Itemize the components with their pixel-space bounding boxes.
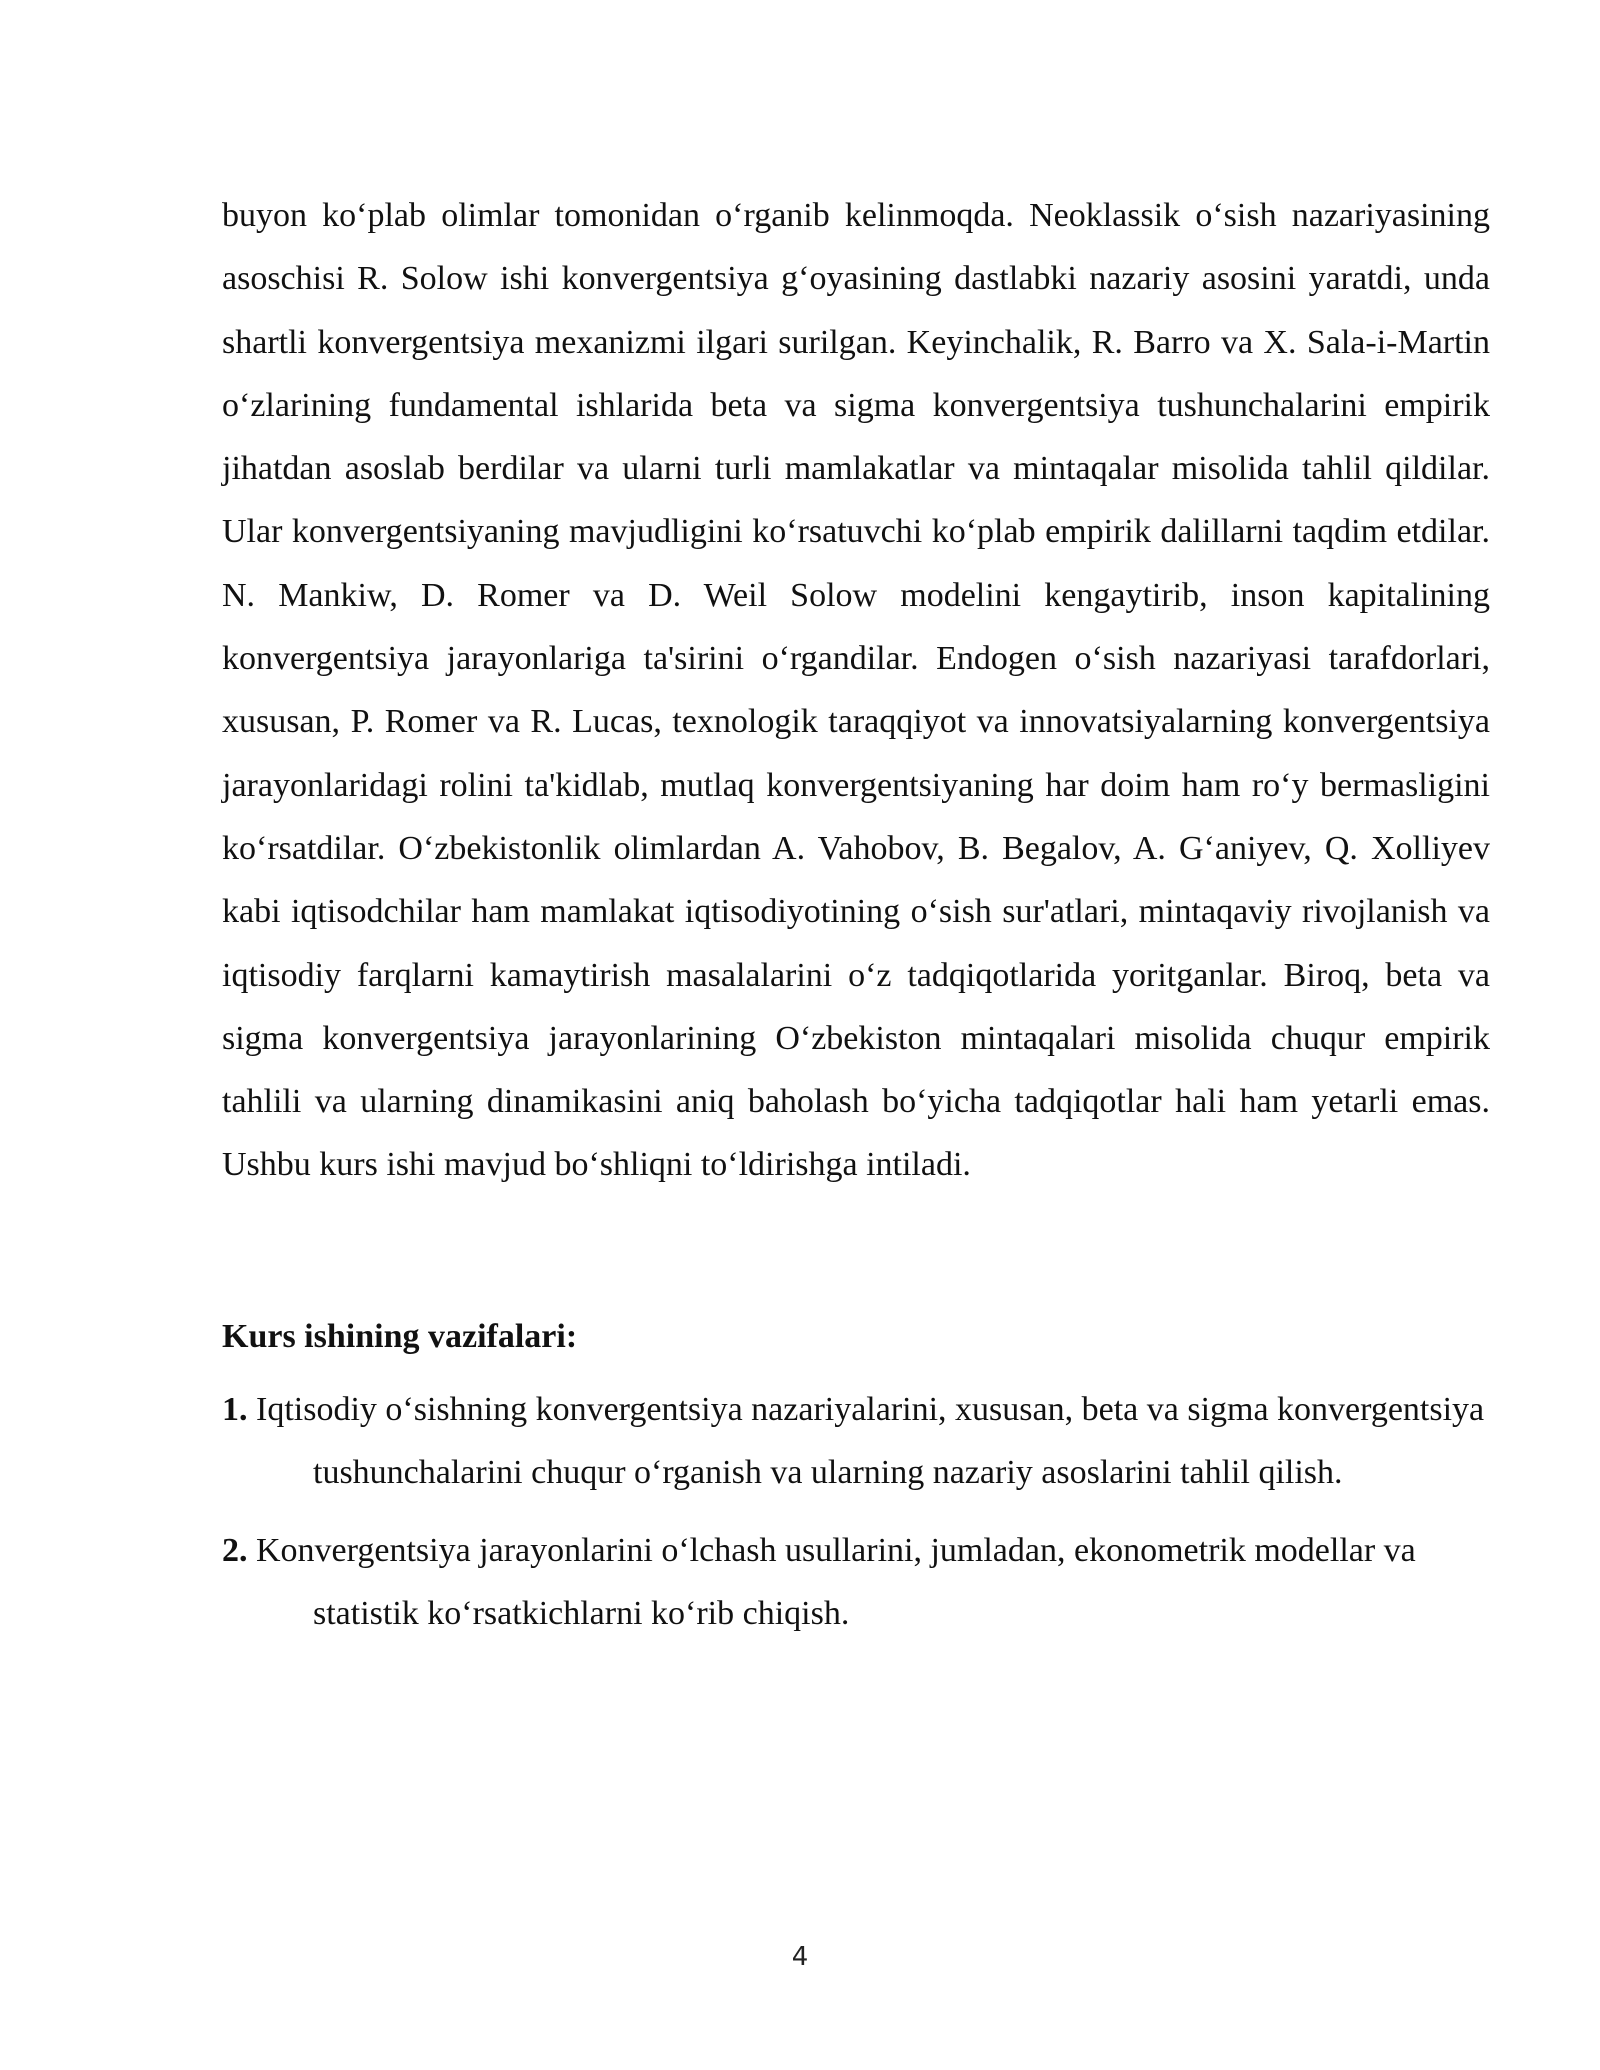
document-page	[222, 184, 1490, 1660]
list-item-text: Iqtisodiy o‘sishning konvergentsiya nazariyalarini, xususan, beta va sigma konvergentsiya tushunchalarini chuqur o‘rganish va ularning nazariy asoslarini tahlil qilish.	[247, 1390, 1485, 1491]
page-number: 4	[791, 1942, 809, 1972]
list-item-text: Konvergentsiya jarayonlarini o‘lchash usullarini, jumladan, ekonometrik modellar va statistik ko‘rsatkichlarni ko‘rib chiqish.	[247, 1531, 1416, 1632]
tasks-heading: Kurs ishining vazifalari:	[222, 1317, 578, 1355]
list-item	[222, 1519, 1490, 1645]
tasks-list	[222, 1378, 1490, 1645]
list-item	[222, 1378, 1490, 1504]
list-item-number: 1.	[222, 1390, 248, 1428]
body-paragraph: buyon ko‘plab olimlar tomonidan o‘rganib kelinmoqda. Neoklassik o‘sish nazariyasining asoschisi R. Solow ishi konvergentsiya g‘oyasining dastlabki nazariy asosini yaratdi, unda shartli konvergentsiya mexanizmi ilgari surilgan. Keyinchalik, R. Barro va X. Sala-i-Martin o‘zlarining fundamental ishlarida beta va sigma konvergentsiya tushunchalarini empirik jihatdan asoslab berdilar va ularni turli mamlakatlar va mintaqalar misolida tahlil qildilar. Ular konvergentsiyaning mavjudligini ko‘rsatuvchi ko‘plab empirik dalillarni taqdim etdilar. N. Mankiw, D. Romer va D. Weil Solow modelini kengaytirib, inson kapitalining konvergentsiya jarayonlariga ta'sirini o‘rgandilar. Endogen o‘sish nazariyasi tarafdorlari, xususan, P. Romer va R. Lucas, texnologik taraqqiyot va innovatsiyalarning konvergentsiya jarayonlaridagi rolini ta'kidlab, mutlaq konvergentsiyaning har doim ham ro‘y bermasligini ko‘rsatdilar. O‘zbekistonlik olimlardan A. Vahobov, B. Begalov, A. G‘aniyev, Q. Xolliyev kabi iqtisodchilar ham mamlakat iqtisodiyotining o‘sish sur'atlari, mintaqaviy rivojlanish va iqtisodiy farqlarni kamaytirish masalalarini o‘z tadqiqotlarida yoritganlar. Biroq, beta va sigma konvergentsiya jarayonlarining O‘zbekiston mintaqalari misolida chuqur empirik tahlili va ularning dinamikasini aniq baholash bo‘yicha tadqiqotlar hali ham yetarli emas. Ushbu kurs ishi mavjud bo‘shliqni to‘ldirishga intiladi.	[222, 197, 1490, 1184]
list-item-number: 2.	[222, 1531, 248, 1569]
